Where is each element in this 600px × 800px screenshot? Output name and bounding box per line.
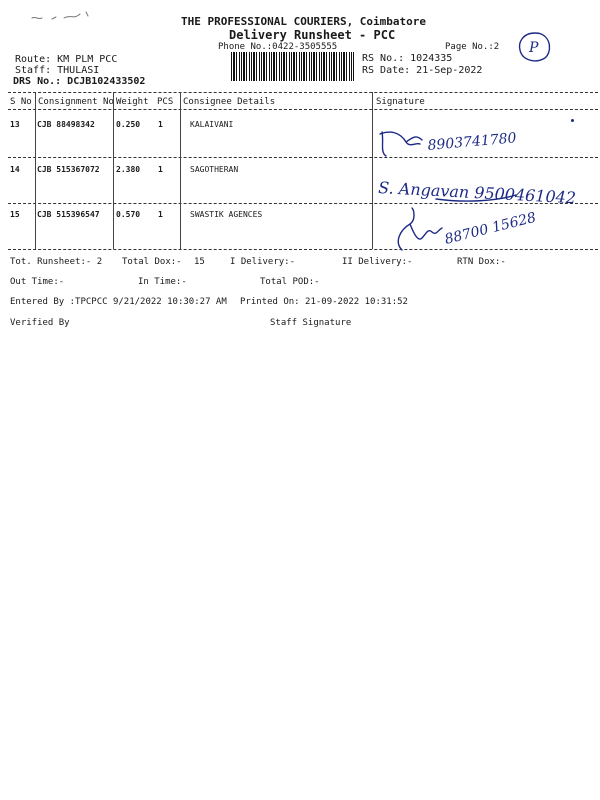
row-consignment: CJB 88498342 [37,120,95,129]
row-pcs: 1 [158,165,163,174]
row-sno: 15 [10,210,20,219]
company-title: THE PROFESSIONAL COURIERS, Coimbatore [181,15,427,28]
column-divider [372,92,373,249]
svg-text:8903741780: 8903741780 [426,130,518,154]
second-delivery: II Delivery:- [342,257,413,267]
page-number: Page No.:2 [445,42,500,52]
total-dox-value: 15 [194,257,205,267]
column-header-consignee: Consignee Details [183,97,276,107]
row-weight: 2.380 [116,165,141,174]
table-top-rule [8,92,598,93]
printed-on: Printed On: 21-09-2022 10:31:52 [240,297,408,307]
barcode-image [231,52,354,81]
total-dox-label: Total Dox:- [122,257,182,267]
row-consignee: SAGOTHERAN [190,165,239,174]
row-sno: 14 [10,165,20,174]
scribble-mark [30,8,90,24]
row-pcs: 1 [158,120,163,129]
drs-number: DRS No.: DCJB102433502 [13,76,146,87]
total-runsheet: Tot. Runsheet:- 2 [10,257,103,267]
handwritten-signature [392,204,562,256]
column-header-pcs: PCS [157,97,174,107]
svg-text:P: P [529,40,539,56]
staff-label: Staff: THULASI [15,65,100,76]
document-title: Delivery Runsheet - PCC [229,28,396,42]
entered-by: Entered By :TPCPCC 9/21/2022 10:30:27 AM [10,297,227,307]
rs-date: RS Date: 21-Sep-2022 [362,65,483,76]
handwritten-signature [376,165,598,207]
column-divider [180,92,181,249]
out-time: Out Time:- [10,277,65,287]
row-consignee: KALAIVANI [190,120,234,129]
column-header-sno: S No [10,97,32,107]
ink-dot [571,119,574,122]
verified-by: Verified By [10,318,70,328]
row-consignment: CJB 515367072 [37,165,100,174]
column-divider [35,92,36,249]
column-header-signature: Signature [376,97,425,107]
row-weight: 0.570 [116,210,141,219]
first-delivery: I Delivery:- [230,257,296,267]
column-header-consignment: Consignment No [38,97,114,107]
row-consignment: CJB 515396547 [37,210,100,219]
handwritten-p-stamp [515,30,555,66]
rs-number: RS No.: 1024335 [362,53,453,64]
column-header-weight: Weight [116,97,149,107]
row-sno: 13 [10,120,20,129]
header-bottom-rule [8,109,598,110]
route-label: Route: KM PLM PCC [15,54,118,65]
in-time: In Time:- [138,277,187,287]
row-consignee: SWASTIK AGENCES [190,210,263,219]
phone-number: Phone No.:0422-3505555 [218,42,338,52]
total-pod: Total POD:- [260,277,320,287]
svg-text:88700 15628: 88700 15628 [443,209,538,248]
column-divider [113,92,114,249]
return-dox: RTN Dox:- [457,257,506,267]
svg-text:S. Angavan 9500461042: S. Angavan 9500461042 [377,178,577,207]
row-pcs: 1 [158,210,163,219]
staff-signature: Staff Signature [270,318,352,328]
row-weight: 0.250 [116,120,141,129]
handwritten-signature [376,112,576,160]
